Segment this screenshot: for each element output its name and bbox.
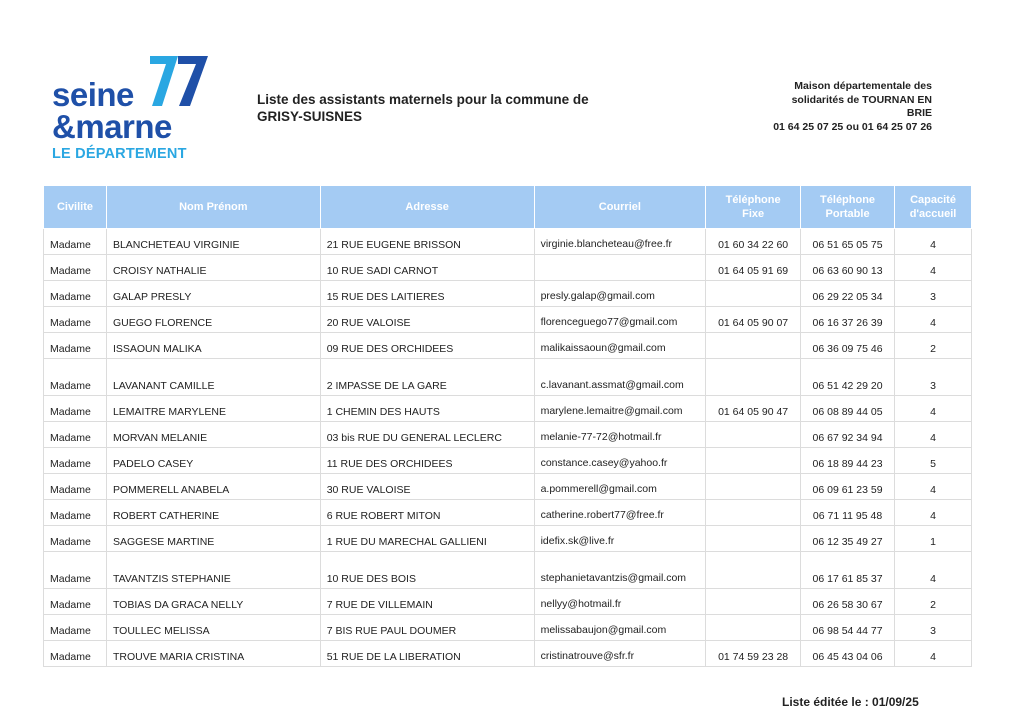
table-row	[44, 526, 972, 552]
cell-telephone-fixe	[706, 526, 801, 552]
table-row	[44, 500, 972, 526]
cell-telephone-fixe	[706, 422, 801, 448]
cell-adresse: 6 RUE ROBERT MITON	[320, 500, 534, 526]
cell-capacite: 4	[895, 396, 972, 422]
cell-civilite: Madame	[44, 281, 107, 307]
header-telephone-fixe	[706, 186, 801, 229]
cell-courriel: a.pommerell@gmail.com	[534, 474, 706, 500]
header-capacite-line1: Capacité	[910, 194, 956, 206]
table-row	[44, 448, 972, 474]
cell-capacite: 3	[895, 615, 972, 641]
table-row	[44, 281, 972, 307]
cell-civilite: Madame	[44, 500, 107, 526]
cell-civilite: Madame	[44, 422, 107, 448]
cell-courriel: presly.galap@gmail.com	[534, 281, 706, 307]
cell-nom-prenom: CROISY NATHALIE	[106, 255, 320, 281]
cell-courriel: c.lavanant.assmat@gmail.com	[534, 359, 706, 396]
header-capacite-line2: d'accueil	[909, 208, 957, 220]
cell-civilite: Madame	[44, 229, 107, 255]
cell-adresse: 03 bis RUE DU GENERAL LECLERC	[320, 422, 534, 448]
cell-courriel: constance.casey@yahoo.fr	[534, 448, 706, 474]
cell-civilite: Madame	[44, 641, 107, 667]
header-telephone-portable-line1: Téléphone	[820, 194, 876, 206]
cell-capacite: 4	[895, 500, 972, 526]
cell-capacite: 3	[895, 281, 972, 307]
table-body	[44, 229, 972, 667]
cell-telephone-portable: 06 51 42 29 20	[801, 359, 895, 396]
cell-telephone-portable: 06 45 43 04 06	[801, 641, 895, 667]
cell-capacite: 1	[895, 526, 972, 552]
table-row	[44, 552, 972, 589]
cell-nom-prenom: SAGGESE MARTINE	[106, 526, 320, 552]
cell-telephone-portable: 06 09 61 23 59	[801, 474, 895, 500]
header-telephone-fixe-line1: Téléphone	[725, 194, 781, 206]
cell-civilite: Madame	[44, 448, 107, 474]
table-row	[44, 359, 972, 396]
cell-capacite: 2	[895, 589, 972, 615]
cell-capacite: 5	[895, 448, 972, 474]
cell-telephone-fixe	[706, 552, 801, 589]
table-row	[44, 474, 972, 500]
cell-civilite: Madame	[44, 396, 107, 422]
cell-courriel: malikaissaoun@gmail.com	[534, 333, 706, 359]
cell-capacite: 4	[895, 307, 972, 333]
cell-capacite: 4	[895, 255, 972, 281]
cell-nom-prenom: GUEGO FLORENCE	[106, 307, 320, 333]
cell-nom-prenom: TOBIAS DA GRACA NELLY	[106, 589, 320, 615]
cell-courriel: cristinatrouve@sfr.fr	[534, 641, 706, 667]
contact-line-2: solidarités de TOURNAN EN	[791, 93, 932, 106]
header-adresse: Adresse	[320, 186, 534, 229]
cell-capacite: 3	[895, 359, 972, 396]
document-title	[257, 91, 637, 125]
cell-courriel: catherine.robert77@free.fr	[534, 500, 706, 526]
assistants-table	[43, 185, 972, 667]
cell-telephone-fixe	[706, 333, 801, 359]
contact-line-1: Maison départementale des	[794, 80, 932, 92]
cell-courriel: nellyy@hotmail.fr	[534, 589, 706, 615]
table-row	[44, 641, 972, 667]
cell-nom-prenom: POMMERELL ANABELA	[106, 474, 320, 500]
cell-civilite: Madame	[44, 359, 107, 396]
title-line-1: Liste des assistants maternels pour la commune de	[257, 92, 589, 107]
header-courriel: Courriel	[534, 186, 706, 229]
contact-block	[740, 80, 932, 134]
cell-courriel: virginie.blancheteau@free.fr	[534, 229, 706, 255]
cell-courriel: melanie-77-72@hotmail.fr	[534, 422, 706, 448]
cell-nom-prenom: LEMAITRE MARYLENE	[106, 396, 320, 422]
cell-telephone-fixe: 01 64 05 90 07	[706, 307, 801, 333]
cell-adresse: 21 RUE EUGENE BRISSON	[320, 229, 534, 255]
cell-telephone-fixe: 01 64 05 90 47	[706, 396, 801, 422]
cell-telephone-portable: 06 12 35 49 27	[801, 526, 895, 552]
cell-adresse: 09 RUE DES ORCHIDEES	[320, 333, 534, 359]
contact-line-3: BRIE	[906, 107, 932, 119]
cell-civilite: Madame	[44, 526, 107, 552]
cell-nom-prenom: PADELO CASEY	[106, 448, 320, 474]
cell-telephone-fixe: 01 60 34 22 60	[706, 229, 801, 255]
cell-nom-prenom: MORVAN MELANIE	[106, 422, 320, 448]
cell-capacite: 4	[895, 474, 972, 500]
seven-seven-logo-icon	[148, 52, 210, 108]
cell-nom-prenom: ROBERT CATHERINE	[106, 500, 320, 526]
table-header-row	[44, 186, 972, 229]
cell-nom-prenom: BLANCHETEAU VIRGINIE	[106, 229, 320, 255]
cell-telephone-fixe	[706, 281, 801, 307]
cell-courriel	[534, 255, 706, 281]
cell-nom-prenom: GALAP PRESLY	[106, 281, 320, 307]
cell-adresse: 11 RUE DES ORCHIDEES	[320, 448, 534, 474]
cell-adresse: 30 RUE VALOISE	[320, 474, 534, 500]
cell-civilite: Madame	[44, 589, 107, 615]
header-telephone-fixe-line2: Fixe	[742, 208, 765, 220]
cell-nom-prenom: LAVANANT CAMILLE	[106, 359, 320, 396]
cell-civilite: Madame	[44, 333, 107, 359]
cell-adresse: 51 RUE DE LA LIBERATION	[320, 641, 534, 667]
header-capacite	[895, 186, 972, 229]
cell-adresse: 7 RUE DE VILLEMAIN	[320, 589, 534, 615]
cell-telephone-fixe	[706, 448, 801, 474]
cell-civilite: Madame	[44, 255, 107, 281]
logo-text-marne: &marne	[52, 108, 172, 145]
cell-courriel: stephanietavantzis@gmail.com	[534, 552, 706, 589]
cell-civilite: Madame	[44, 307, 107, 333]
department-logo	[52, 52, 222, 164]
cell-telephone-fixe: 01 64 05 91 69	[706, 255, 801, 281]
header-telephone-portable	[801, 186, 895, 229]
cell-telephone-portable: 06 51 65 05 75	[801, 229, 895, 255]
cell-nom-prenom: TAVANTZIS STEPHANIE	[106, 552, 320, 589]
cell-telephone-fixe	[706, 615, 801, 641]
cell-telephone-fixe	[706, 500, 801, 526]
cell-courriel: idefix.sk@live.fr	[534, 526, 706, 552]
cell-adresse: 10 RUE SADI CARNOT	[320, 255, 534, 281]
table-row	[44, 422, 972, 448]
cell-civilite: Madame	[44, 474, 107, 500]
cell-telephone-portable: 06 17 61 85 37	[801, 552, 895, 589]
header-telephone-portable-line2: Portable	[825, 208, 870, 220]
cell-telephone-fixe	[706, 474, 801, 500]
cell-adresse: 1 RUE DU MARECHAL GALLIENI	[320, 526, 534, 552]
cell-telephone-portable: 06 08 89 44 05	[801, 396, 895, 422]
cell-adresse: 10 RUE DES BOIS	[320, 552, 534, 589]
cell-nom-prenom: TROUVE MARIA CRISTINA	[106, 641, 320, 667]
cell-telephone-fixe	[706, 589, 801, 615]
cell-telephone-portable: 06 29 22 05 34	[801, 281, 895, 307]
cell-telephone-portable: 06 26 58 30 67	[801, 589, 895, 615]
cell-adresse: 15 RUE DES LAITIERES	[320, 281, 534, 307]
cell-courriel: florenceguego77@gmail.com	[534, 307, 706, 333]
cell-capacite: 4	[895, 422, 972, 448]
cell-telephone-fixe	[706, 359, 801, 396]
cell-courriel: melissabaujon@gmail.com	[534, 615, 706, 641]
cell-telephone-portable: 06 67 92 34 94	[801, 422, 895, 448]
logo-text-departement: LE DÉPARTEMENT	[52, 146, 187, 162]
cell-nom-prenom: ISSAOUN MALIKA	[106, 333, 320, 359]
table-row	[44, 229, 972, 255]
edition-date: Liste éditée le : 01/09/25	[782, 695, 919, 709]
table-row	[44, 615, 972, 641]
cell-capacite: 4	[895, 229, 972, 255]
cell-nom-prenom: TOULLEC MELISSA	[106, 615, 320, 641]
header-civilite: Civilite	[44, 186, 107, 229]
table-row	[44, 255, 972, 281]
logo-text-seine: seine	[52, 76, 134, 113]
cell-adresse: 20 RUE VALOISE	[320, 307, 534, 333]
cell-adresse: 7 BIS RUE PAUL DOUMER	[320, 615, 534, 641]
cell-adresse: 2 IMPASSE DE LA GARE	[320, 359, 534, 396]
cell-telephone-portable: 06 36 09 75 46	[801, 333, 895, 359]
cell-capacite: 2	[895, 333, 972, 359]
cell-capacite: 4	[895, 552, 972, 589]
cell-courriel: marylene.lemaitre@gmail.com	[534, 396, 706, 422]
title-line-2: GRISY-SUISNES	[257, 109, 363, 124]
cell-civilite: Madame	[44, 615, 107, 641]
cell-civilite: Madame	[44, 552, 107, 589]
table-row	[44, 589, 972, 615]
contact-phone: 01 64 25 07 25 ou 01 64 25 07 26	[773, 120, 932, 133]
cell-telephone-portable: 06 98 54 44 77	[801, 615, 895, 641]
cell-telephone-portable: 06 63 60 90 13	[801, 255, 895, 281]
cell-telephone-fixe: 01 74 59 23 28	[706, 641, 801, 667]
table-row	[44, 307, 972, 333]
header-nom-prenom: Nom Prénom	[106, 186, 320, 229]
cell-capacite: 4	[895, 641, 972, 667]
cell-telephone-portable: 06 18 89 44 23	[801, 448, 895, 474]
cell-telephone-portable: 06 16 37 26 39	[801, 307, 895, 333]
cell-telephone-portable: 06 71 11 95 48	[801, 500, 895, 526]
cell-adresse: 1 CHEMIN DES HAUTS	[320, 396, 534, 422]
table-row	[44, 333, 972, 359]
table-row	[44, 396, 972, 422]
